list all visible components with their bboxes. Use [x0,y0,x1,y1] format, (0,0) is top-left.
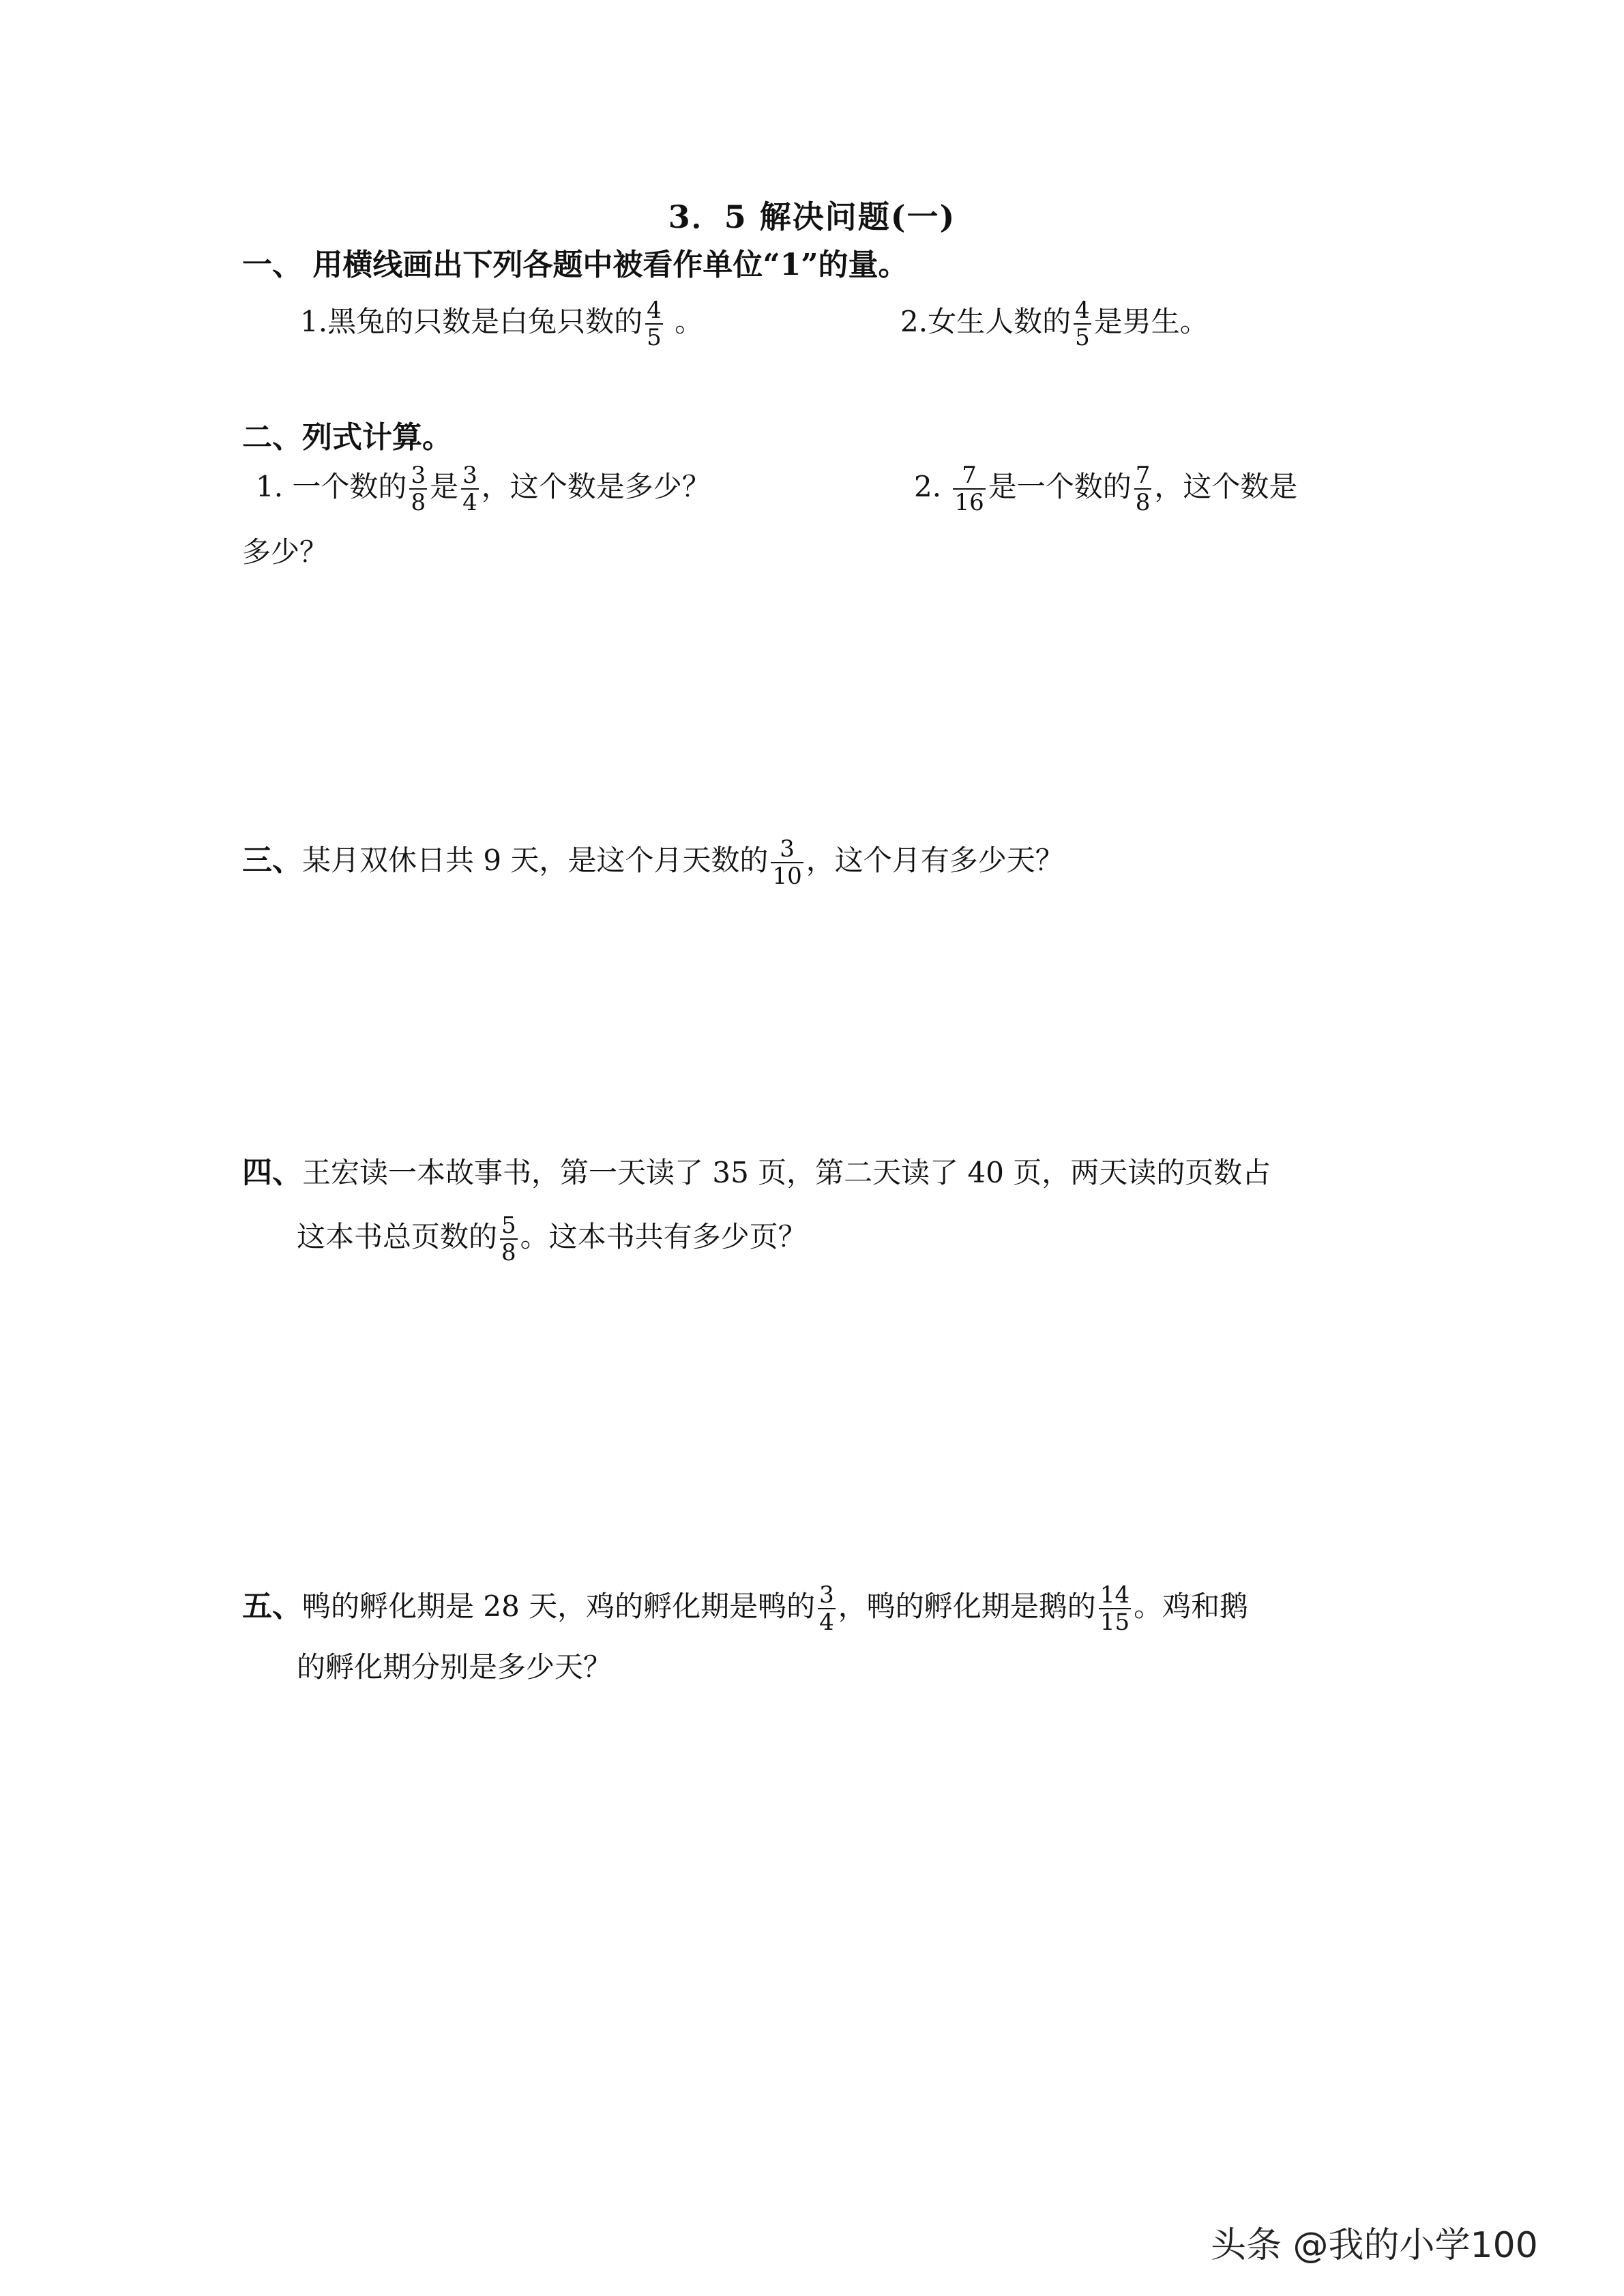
item-text: 1. 一个数的 [256,470,407,503]
fraction: $\frac{5}{8}$ [501,1212,516,1266]
fraction: $\frac{3}{10}$ [772,835,802,890]
item-text: ，这个数是 [1154,470,1298,503]
item-text: 鸭的孵化期是 28 天，鸡的孵化期是鸭的 [302,1590,816,1623]
section-4-line-1 [242,1152,1271,1193]
item-text: 。这本书共有多少页？ [520,1220,807,1253]
section-1-heading: 一、 用横线画出下列各题中被看作单位“1”的量。 [242,248,909,282]
fraction: $\frac{7}{8}$ [1135,462,1151,516]
fraction: $\frac{4}{5}$ [647,297,662,351]
section-3-label: 三、 [242,843,302,878]
section-5-line-2: 的孵化期分别是多少天？ [297,1650,612,1684]
fraction: $\frac{4}{5}$ [1075,297,1090,351]
item-text: 这本书总页数的 [297,1220,498,1253]
item-text: 是男生。 [1093,305,1209,338]
section-2-item-2-continuation: 多少？ [242,535,329,569]
item-text: 某月双休日共 9 天，是这个月天数的 [302,844,769,877]
section-2-item-1 [256,464,711,514]
fraction: $\frac{3}{4}$ [819,1581,834,1636]
item-text: 。 [665,305,704,338]
fraction: $\frac{3}{8}$ [411,462,426,516]
item-text: 是一个数的 [988,470,1132,503]
watermark: 头条 @我的小学100 [1211,2225,1538,2266]
item-text: ，这个数是多少？ [481,470,711,503]
fraction: $\frac{3}{4}$ [462,462,477,516]
section-4-label: 四、 [242,1155,302,1190]
section-3-question [242,837,1064,888]
item-text: ，这个月有多少天？ [806,844,1064,877]
section-1-item-2 [900,299,1209,349]
item-text: 王宏读一本故事书，第一天读了 35 页，第二天读了 40 页，两天读的页数占 [302,1156,1271,1189]
fraction: $\frac{14}{15}$ [1099,1581,1130,1636]
section-5-label: 五、 [242,1589,302,1624]
item-text: 2. [914,470,951,503]
fraction: $\frac{7}{16}$ [954,462,984,516]
section-1-item-1 [300,299,703,349]
section-2-heading: 二、列式计算。 [242,420,452,455]
item-text: 2.女生人数的 [900,305,1072,338]
section-4-line-2 [297,1214,807,1264]
section-2-item-2 [914,464,1297,514]
page-title: 3．5 解决问题(一) [668,198,956,235]
item-text: 是 [430,470,459,503]
item-text: ，鸭的孵化期是鹅的 [838,1590,1096,1623]
section-5-line-1 [242,1583,1248,1634]
item-text: 1.黑兔的只数是白兔只数的 [300,305,643,338]
item-text: 。鸡和鹅 [1134,1590,1249,1623]
